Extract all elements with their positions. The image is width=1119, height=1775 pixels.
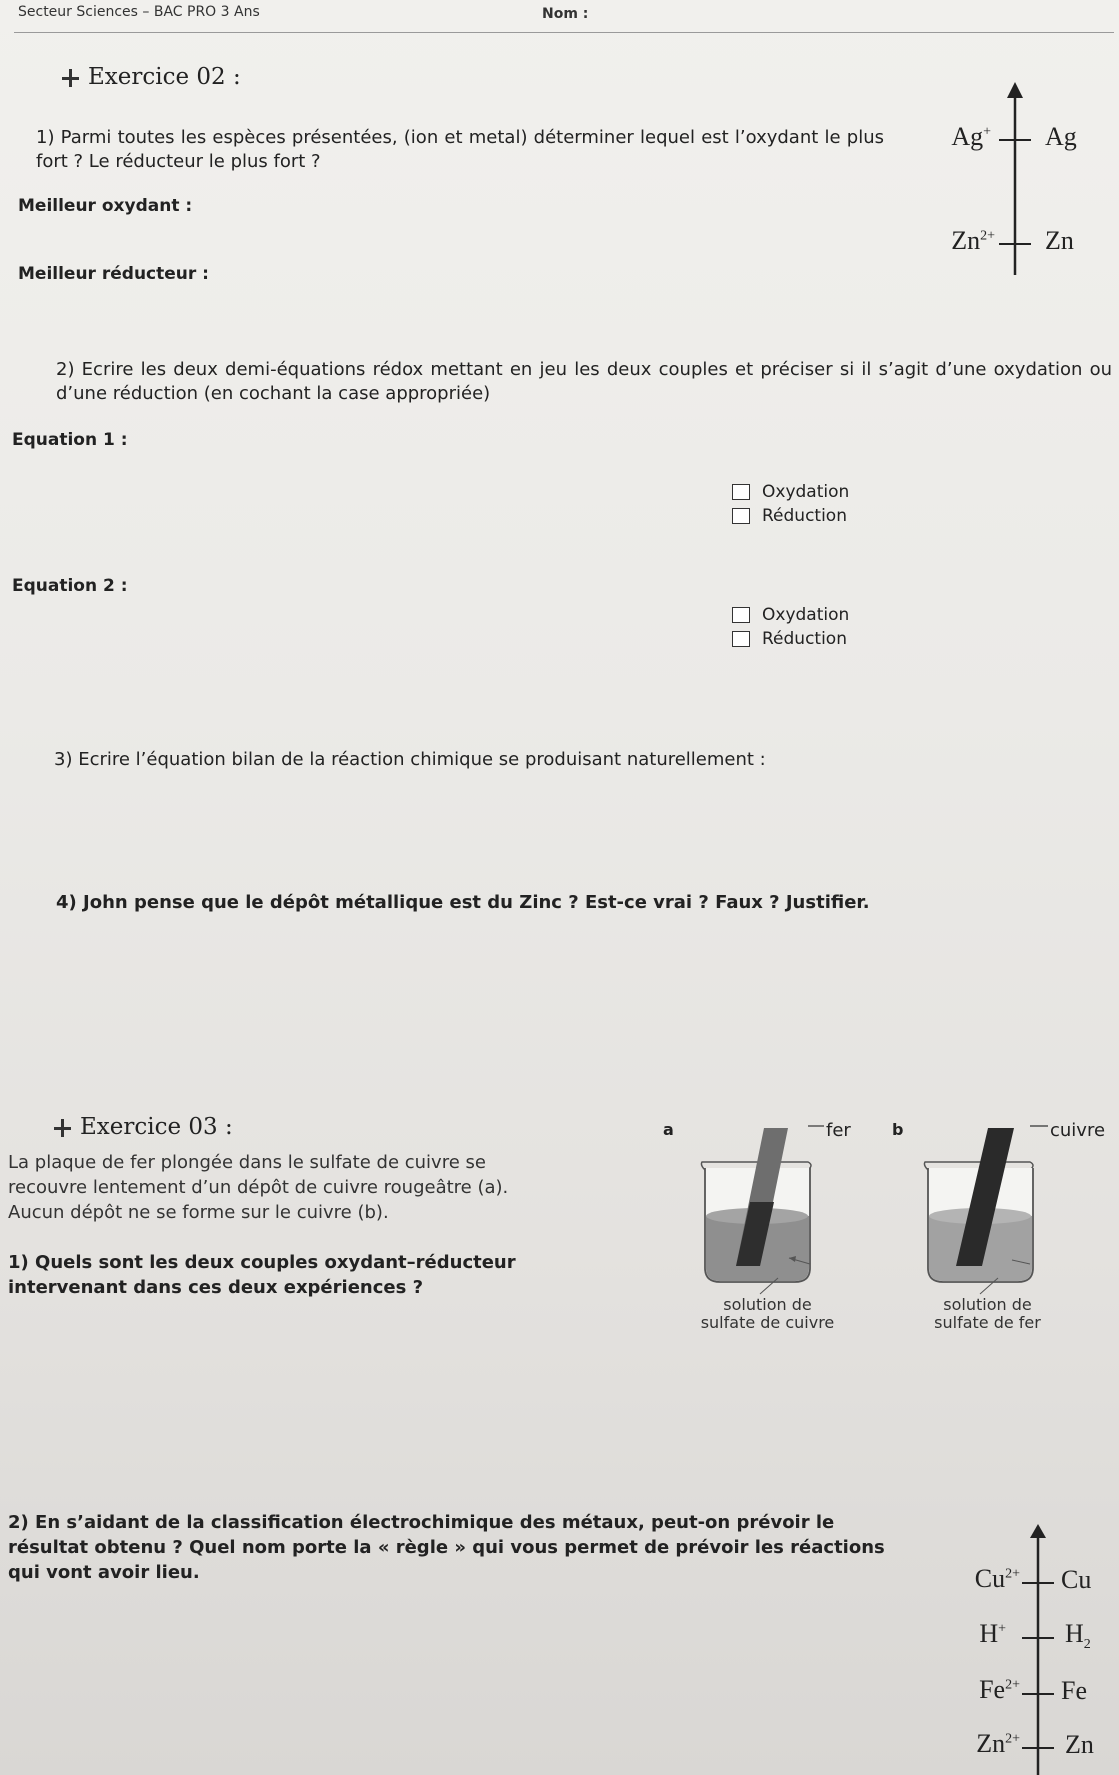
figure-b-caption-line-2: sulfate de fer (934, 1313, 1041, 1332)
figure-a-caption-line-2: sulfate de cuivre (700, 1313, 835, 1332)
figure-a-caption-line-1: solution de (723, 1295, 812, 1314)
eq2-reduction-label: Réduction (762, 629, 847, 649)
scale2-red-zn: Zn (1065, 1730, 1094, 1759)
equation-2-label: Equation 2 : (12, 576, 128, 596)
scale2-ox-fe: $Fe^{2+}$ (979, 1675, 1020, 1704)
ex3-question-1: 1) Quels sont les deux couples oxydant–réducteur intervenant dans ces deux expériences ? (8, 1252, 516, 1298)
equation-1-label: Equation 1 : (12, 430, 128, 450)
header-name-label: Nom : (542, 6, 589, 22)
bullet-icon (52, 1118, 72, 1138)
bullet-icon (60, 68, 80, 88)
eq1-oxidation-option[interactable] (732, 482, 849, 502)
ex3-intro: La plaque de fer plongée dans le sulfate de cuivre se recouvre lentement d’un dépôt de cuivre rougeâtre (a). Aucun dépôt ne se forme sur le cuivre (b). (8, 1152, 509, 1223)
beaker-a-drawing (660, 1110, 875, 1310)
electrochemical-scale (940, 1522, 1119, 1775)
scale-red-ag: Ag (1045, 122, 1077, 151)
scale2-red-h2: $H_2$ (1065, 1619, 1091, 1653)
scale2-red-fe: Fe (1061, 1676, 1087, 1705)
eq1-reduction-checkbox[interactable] (732, 508, 750, 524)
scale2-ox-zn: $Zn^{2+}$ (976, 1729, 1020, 1758)
exercise-3-title-text: Exercice 03 : (80, 1114, 233, 1140)
scale-red-zn: Zn (1045, 226, 1074, 255)
figure-a-letter: a (663, 1120, 674, 1139)
exercise-2-title-text: Exercice 02 : (88, 64, 241, 90)
ex2-question-4: 4) John pense que le dépôt métallique est du Zinc ? Est-ce vrai ? Faux ? Justifier. (56, 892, 870, 913)
figure-b-caption-line-1: solution de (943, 1295, 1032, 1314)
best-oxidant-label: Meilleur oxydant : (18, 196, 193, 216)
scale2-red-cu: Cu (1061, 1565, 1092, 1594)
eq2-oxidation-option[interactable] (732, 605, 849, 625)
figure-b (880, 1110, 1115, 1350)
beaker-b-drawing (880, 1110, 1115, 1310)
equation-1-choices (732, 482, 849, 526)
eq1-oxidation-label: Oxydation (762, 482, 850, 502)
ex2-question-2: 2) Ecrire les deux demi-équations rédox mettant en jeu les deux couples et préciser si il s’agit d’une oxydation ou d’une réduction (en cochant la case appropriée) (56, 359, 1112, 404)
ex2-question-3: 3) Ecrire l’équation bilan de la réaction chimique se produisant naturellement : (54, 749, 766, 770)
equation-2-choices (732, 605, 849, 649)
figure-a-caption (660, 1296, 875, 1332)
header-section: Secteur Sciences – BAC PRO 3 Ans (18, 4, 260, 20)
scale2-ox-cu: $Cu^{2+}$ (974, 1564, 1020, 1593)
best-reducer-label: Meilleur réducteur : (18, 264, 209, 284)
ex3-question-2: 2) En s’aidant de la classification électrochimique des métaux, peut-on prévoir le résultat obtenu ? Quel nom porte la « règle » qui vous permet de prévoir les réactions qui vont avoir lieu. (8, 1512, 885, 1583)
figure-b-letter: b (892, 1120, 904, 1139)
scale-ox-zn: $Zn^{2+}$ (951, 226, 995, 255)
redox-scale-ag-zn (935, 80, 1115, 280)
eq1-oxidation-checkbox[interactable] (732, 484, 750, 500)
scale-ox-ag: Ag+ (951, 122, 991, 151)
exercise-3-title (52, 1114, 233, 1140)
eq2-reduction-option[interactable] (732, 629, 849, 649)
scale2-ox-h: H+ (979, 1619, 1006, 1648)
figure-b-metal-label: cuivre (1050, 1120, 1106, 1141)
exercise-2-title (60, 64, 241, 90)
eq2-oxidation-checkbox[interactable] (732, 607, 750, 623)
figure-a (660, 1110, 875, 1350)
eq2-reduction-checkbox[interactable] (732, 631, 750, 647)
ex2-question-1: 1) Parmi toutes les espèces présentées, (ion et metal) déterminer lequel est l’oxydant le plus fort ? Le réducteur le plus fort ? (36, 127, 884, 172)
figure-a-metal-label: fer (826, 1120, 851, 1141)
eq1-reduction-option[interactable] (732, 506, 849, 526)
figure-b-caption (880, 1296, 1095, 1332)
eq2-oxidation-label: Oxydation (762, 605, 850, 625)
eq1-reduction-label: Réduction (762, 506, 847, 526)
header-divider (14, 32, 1114, 33)
